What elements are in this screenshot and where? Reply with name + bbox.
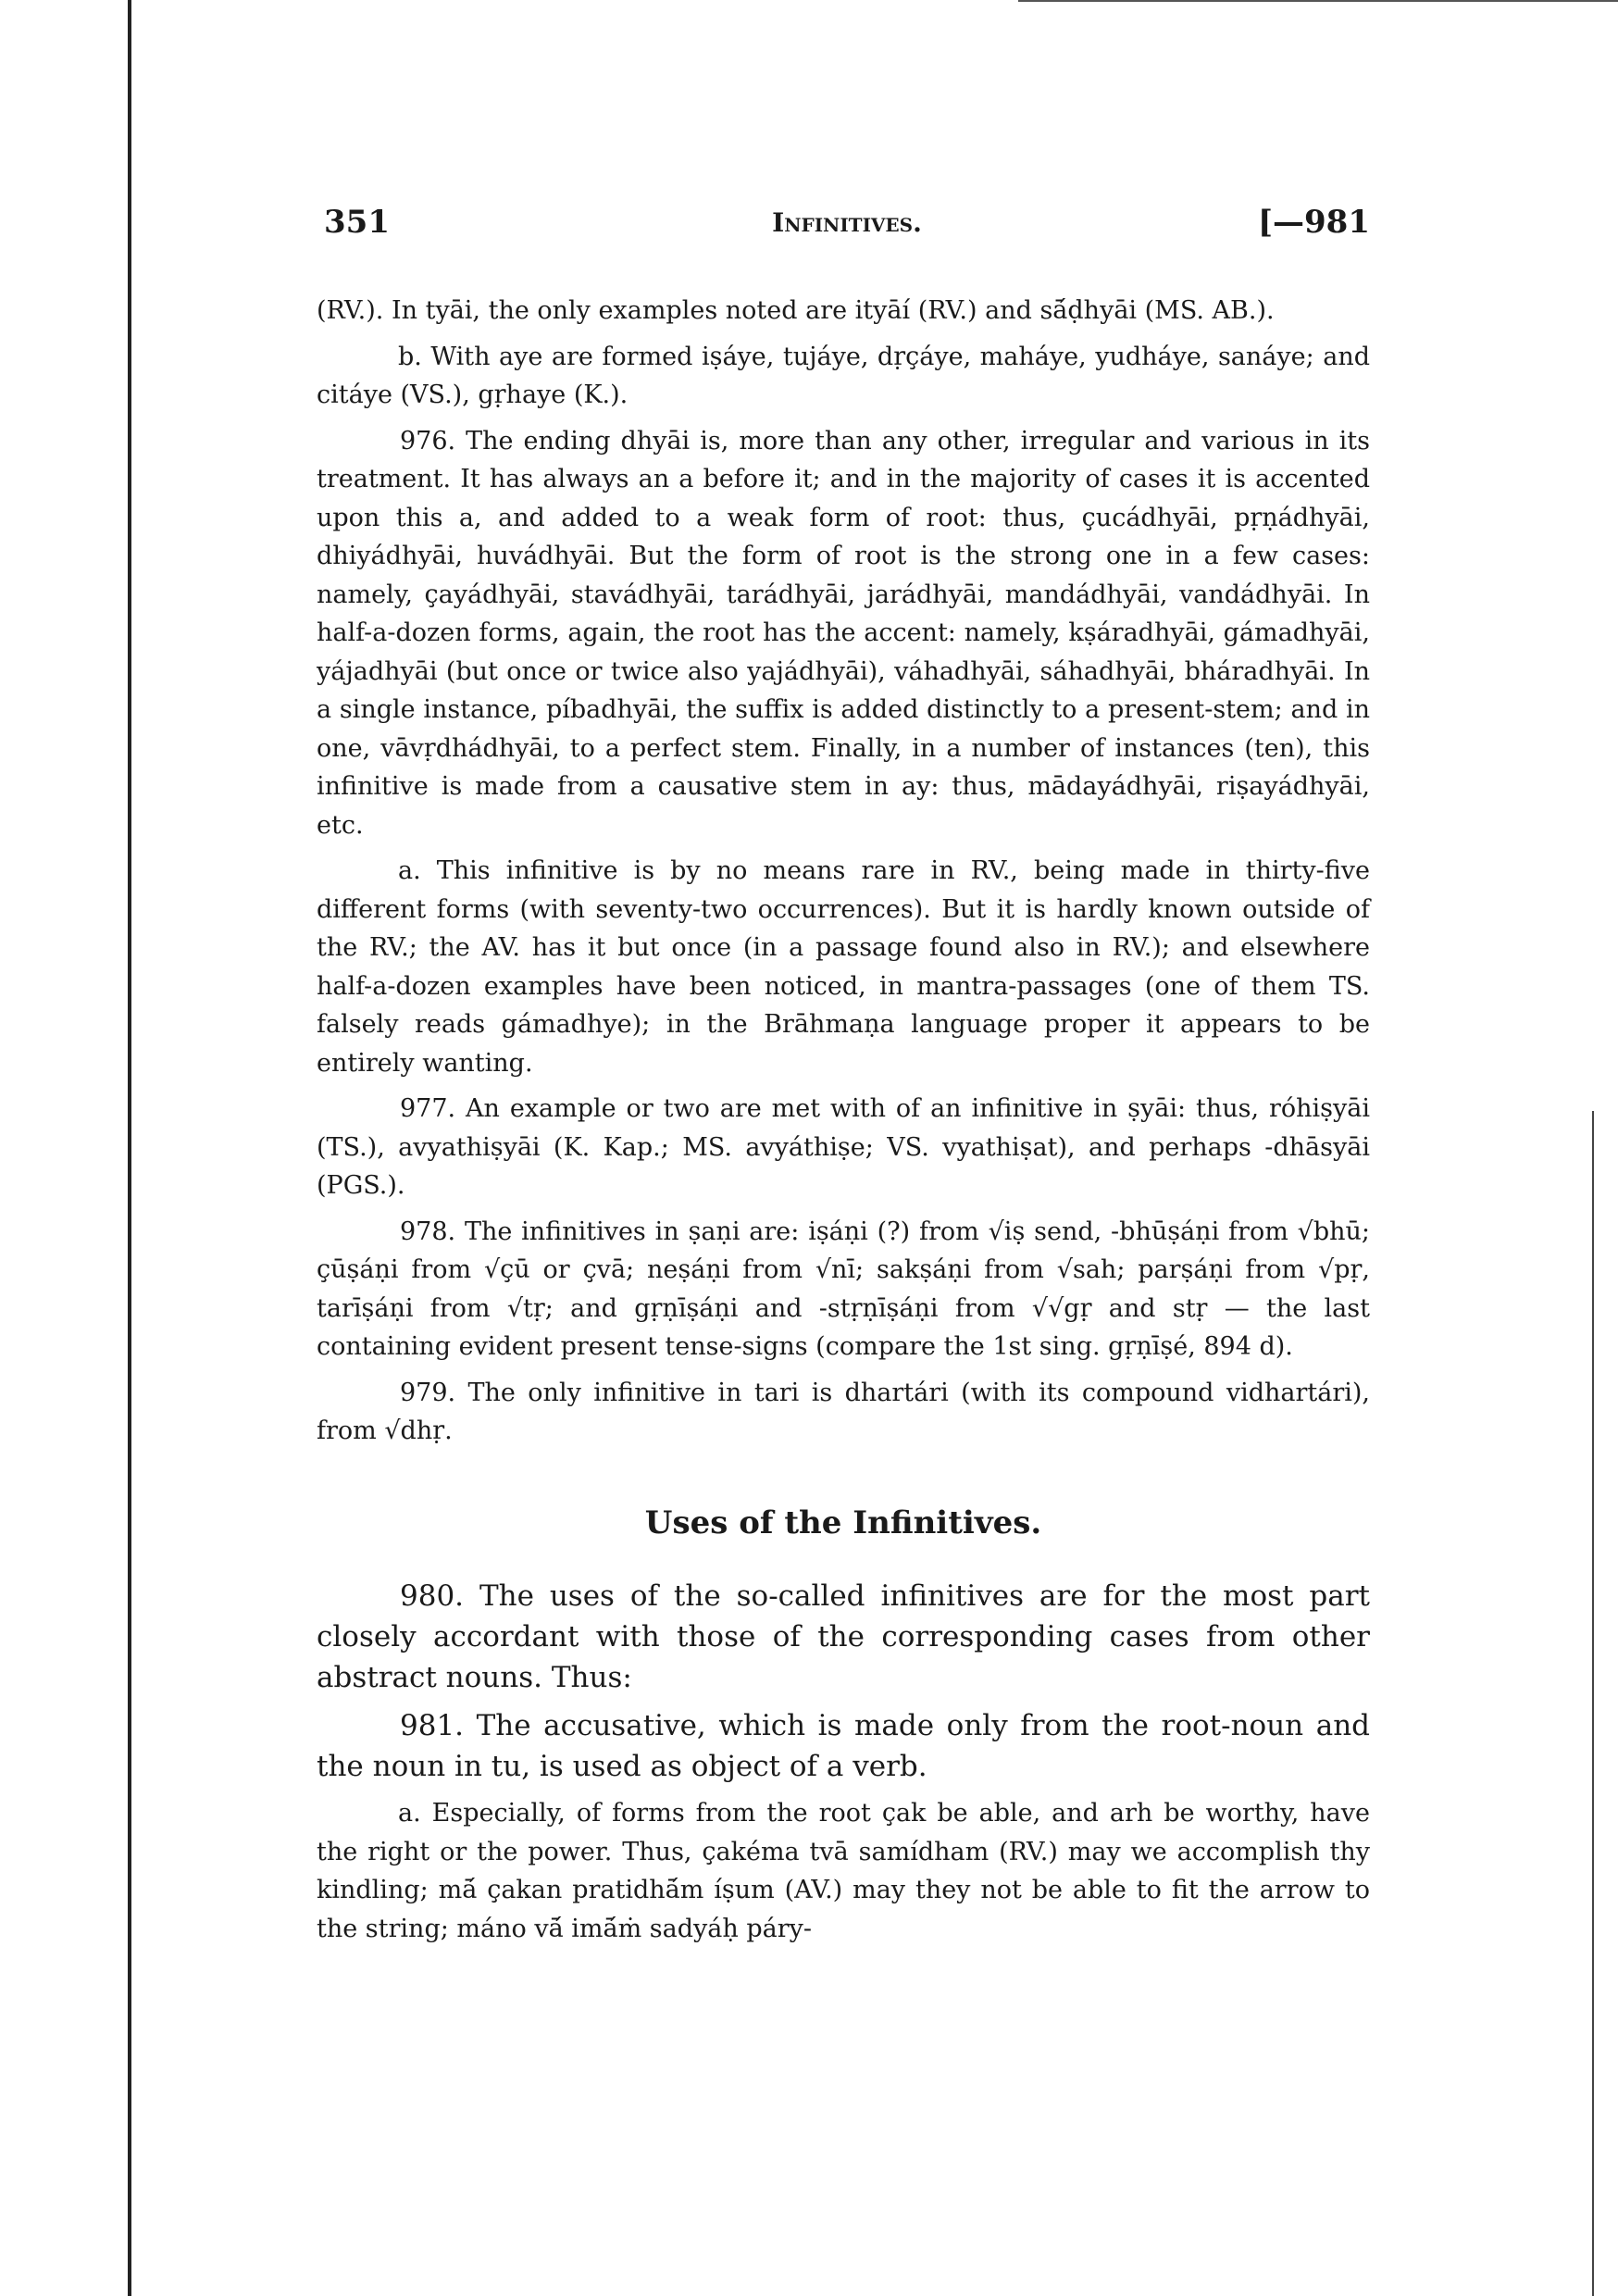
paragraph-975b: b. With aye are formed iṣáye, tujáye, dṛçáye, maháye, yudháye, sanáye; and citáye (VS.), gṛhaye (K.). bbox=[317, 342, 1370, 409]
section-heading: Uses of the Infinitives. bbox=[644, 1504, 1042, 1541]
page-right-edge bbox=[1592, 1111, 1594, 2296]
paragraph-978: 978. The infinitives in ṣaṇi are: iṣáṇi (?) from √iṣ send, -bhūṣáṇi from √bhū; çūṣáṇi from √çū or çvā; neṣáṇi from √nī; sakṣáṇi from √sah; parṣáṇi from √pṛ, tarīṣáṇi from √tṛ; and gṛṇīṣáṇi and -stṛṇīṣáṇi from √√gṛ and stṛ — the last containing evident present tense-signs (compare the 1st sing. gṛṇīṣé, 894 d). bbox=[317, 1217, 1370, 1361]
paragraph-980: 980. The uses of the so-called infinitives are for the most part closely accordant with those of the corresponding cases from other abstract nouns. Thus: bbox=[317, 1579, 1370, 1694]
page-top-edge bbox=[1018, 0, 1618, 2]
paragraph-976: 976. The ending dhyāi is, more than any other, irregular and various in its treatment. It has always an a before it; and in the majority of cases it is accented upon this a, and added to a weak form of root: thus, çucádhyāi, pṛṇádhyāi, dhiyádhyāi, huvádhyāi. But the form of root is the strong one in a few cases: namely, çayádhyāi, stavádhyāi, tarádhyāi, jarádhyāi, mandádhyāi, vandádhyāi. In half-a-dozen forms, again, the root has the accent: namely, kṣáradhyāi, gámadhyāi, yájadhyāi (but once or twice also yajádhyāi), váhadhyāi, sáhadhyāi, bháradhyāi. In a single instance, píbadhyāi, the suffix is added distinctly to a present-stem; and in one, vāvṛdhádhyāi, to a perfect stem. Finally, in a number of instances (ten), this infinitive is made from a causative stem in ay: thus, mādayádhyāi, riṣayádhyāi, etc. bbox=[317, 426, 1370, 840]
running-title: Infinitives. bbox=[772, 207, 922, 238]
paragraph-981: 981. The accusative, which is made only from the root-noun and the noun in tu, is used as object of a verb. bbox=[317, 1709, 1370, 1783]
running-header bbox=[324, 204, 1370, 250]
paragraph-979: 979. The only infinitive in tari is dhartári (with its compound vidhartári), from √dhṛ. bbox=[317, 1378, 1370, 1445]
section-range: [—981 bbox=[1257, 204, 1370, 241]
paragraph-975-continued: (RV.). In tyāi, the only examples noted are ityāí (RV.) and sā́ḍhyāi (MS. AB.). bbox=[317, 296, 1275, 325]
paragraph-981a: a. Especially, of forms from the root çak be able, and arh be worthy, have the right or the power. Thus, çakéma tvā samídham (RV.) may we accomplish thy kindling; mā́ çakan pratidhā́m íṣum (AV.) may they not be able to fit the arrow to the string; máno vā́ imā́ṁ sadyáḥ páry- bbox=[317, 1799, 1370, 1943]
page-binding-edge bbox=[128, 0, 131, 2296]
page-body bbox=[317, 292, 1370, 1955]
paragraph-977: 977. An example or two are met with of an infinitive in ṣyāi: thus, róhiṣyāi (TS.), avyathiṣyāi (K. Kap.; MS. avyáthiṣe; VS. vyathiṣat), and perhaps -dhāsyāi (PGS.). bbox=[317, 1094, 1370, 1200]
page-number: 351 bbox=[324, 204, 390, 241]
paragraph-976a: a. This infinitive is by no means rare in RV., being made in thirty-five different forms (with seventy-two occurrences). But it is hardly known outside of the RV.; the AV. has it but once (in a passage found also in RV.); and elsewhere half-a-dozen examples have been noticed, in mantra-passages (one of them TS. falsely reads gámadhye); in the Brāhmaṇa language proper it appears to be entirely wanting. bbox=[317, 856, 1370, 1078]
